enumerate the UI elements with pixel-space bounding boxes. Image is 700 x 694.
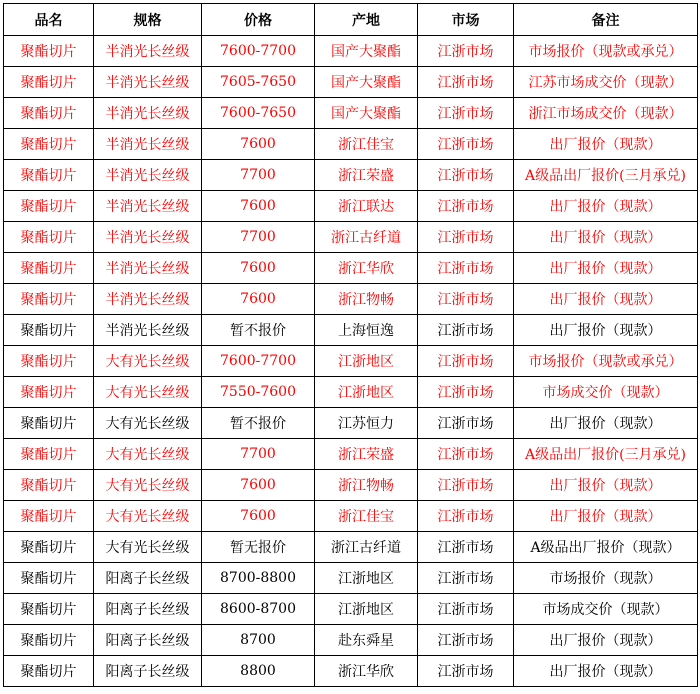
cell-product: 聚酯切片 <box>4 129 94 160</box>
cell-market: 江浙市场 <box>418 656 514 687</box>
cell-spec: 阳离子长丝级 <box>94 625 202 656</box>
cell-origin: 国产大聚酯 <box>315 67 418 98</box>
cell-spec: 大有光长丝级 <box>94 408 202 439</box>
table-row <box>4 501 698 532</box>
cell-price: 7600-7700 <box>202 36 315 67</box>
cell-price: 7600-7650 <box>202 98 315 129</box>
cell-spec: 大有光长丝级 <box>94 346 202 377</box>
cell-product: 聚酯切片 <box>4 563 94 594</box>
cell-origin: 江浙地区 <box>315 563 418 594</box>
cell-product: 聚酯切片 <box>4 67 94 98</box>
table-row <box>4 315 698 346</box>
cell-product: 聚酯切片 <box>4 284 94 315</box>
table-header-row <box>4 4 698 36</box>
header-remark: 备注 <box>514 4 698 36</box>
table-row <box>4 594 698 625</box>
header-product: 品名 <box>4 4 94 36</box>
cell-product: 聚酯切片 <box>4 346 94 377</box>
cell-remark: 浙江市场成交价（现款） <box>514 98 698 129</box>
cell-product: 聚酯切片 <box>4 501 94 532</box>
cell-spec: 阳离子长丝级 <box>94 563 202 594</box>
table-row <box>4 470 698 501</box>
table-row <box>4 532 698 563</box>
header-origin: 产地 <box>315 4 418 36</box>
cell-product: 聚酯切片 <box>4 377 94 408</box>
cell-spec: 半消光长丝级 <box>94 284 202 315</box>
cell-spec: 大有光长丝级 <box>94 439 202 470</box>
table-row <box>4 377 698 408</box>
table-row <box>4 439 698 470</box>
table-row <box>4 98 698 129</box>
header-market: 市场 <box>418 4 514 36</box>
table-row <box>4 625 698 656</box>
cell-origin: 浙江物畅 <box>315 284 418 315</box>
cell-remark: 市场报价（现款或承兑） <box>514 36 698 67</box>
cell-product: 聚酯切片 <box>4 36 94 67</box>
cell-spec: 半消光长丝级 <box>94 191 202 222</box>
cell-remark: A级品出厂报价（现款） <box>514 532 698 563</box>
cell-price: 7600 <box>202 501 315 532</box>
cell-product: 聚酯切片 <box>4 98 94 129</box>
cell-origin: 江浙地区 <box>315 346 418 377</box>
cell-product: 聚酯切片 <box>4 439 94 470</box>
cell-spec: 半消光长丝级 <box>94 315 202 346</box>
table-row <box>4 160 698 191</box>
cell-market: 江浙市场 <box>418 501 514 532</box>
table-row <box>4 563 698 594</box>
cell-price: 暂不报价 <box>202 408 315 439</box>
cell-remark: 出厂报价（现款） <box>514 501 698 532</box>
cell-remark: 出厂报价（现款） <box>514 222 698 253</box>
cell-market: 江浙市场 <box>418 470 514 501</box>
cell-market: 江浙市场 <box>418 594 514 625</box>
cell-price: 暂无报价 <box>202 532 315 563</box>
cell-market: 江浙市场 <box>418 439 514 470</box>
cell-origin: 国产大聚酯 <box>315 98 418 129</box>
header-spec: 规格 <box>94 4 202 36</box>
cell-remark: A级品出厂报价(三月承兑) <box>514 439 698 470</box>
cell-remark: 出厂报价（现款） <box>514 470 698 501</box>
cell-spec: 半消光长丝级 <box>94 222 202 253</box>
cell-origin: 浙江古纤道 <box>315 532 418 563</box>
cell-product: 聚酯切片 <box>4 656 94 687</box>
cell-price: 8700 <box>202 625 315 656</box>
cell-market: 江浙市场 <box>418 346 514 377</box>
table-row <box>4 656 698 687</box>
table-row <box>4 253 698 284</box>
cell-market: 江浙市场 <box>418 222 514 253</box>
cell-price: 7600 <box>202 191 315 222</box>
table-row <box>4 191 698 222</box>
cell-spec: 阳离子长丝级 <box>94 594 202 625</box>
cell-price: 7700 <box>202 222 315 253</box>
cell-origin: 浙江物畅 <box>315 470 418 501</box>
cell-spec: 半消光长丝级 <box>94 36 202 67</box>
cell-price: 8700-8800 <box>202 563 315 594</box>
cell-market: 江浙市场 <box>418 129 514 160</box>
cell-spec: 半消光长丝级 <box>94 160 202 191</box>
cell-market: 江浙市场 <box>418 408 514 439</box>
table-row <box>4 284 698 315</box>
cell-spec: 大有光长丝级 <box>94 470 202 501</box>
cell-origin: 浙江佳宝 <box>315 129 418 160</box>
cell-product: 聚酯切片 <box>4 470 94 501</box>
cell-origin: 浙江古纤道 <box>315 222 418 253</box>
cell-market: 江浙市场 <box>418 532 514 563</box>
cell-remark: A级品出厂报价(三月承兑) <box>514 160 698 191</box>
cell-price: 7600-7700 <box>202 346 315 377</box>
cell-price: 7700 <box>202 439 315 470</box>
cell-remark: 江苏市场成交价（现款） <box>514 67 698 98</box>
cell-spec: 半消光长丝级 <box>94 129 202 160</box>
cell-market: 江浙市场 <box>418 191 514 222</box>
cell-market: 江浙市场 <box>418 98 514 129</box>
cell-origin: 浙江联达 <box>315 191 418 222</box>
cell-product: 聚酯切片 <box>4 253 94 284</box>
cell-remark: 市场成交价（现款） <box>514 594 698 625</box>
cell-price: 7605-7650 <box>202 67 315 98</box>
cell-product: 聚酯切片 <box>4 625 94 656</box>
table-row <box>4 67 698 98</box>
table-row <box>4 129 698 160</box>
cell-remark: 市场报价（现款） <box>514 563 698 594</box>
cell-remark: 市场报价（现款或承兑） <box>514 346 698 377</box>
cell-product: 聚酯切片 <box>4 315 94 346</box>
polyester-chip-price-table <box>3 3 698 687</box>
cell-remark: 出厂报价（现款） <box>514 129 698 160</box>
cell-origin: 江浙地区 <box>315 377 418 408</box>
table-row <box>4 222 698 253</box>
cell-spec: 大有光长丝级 <box>94 377 202 408</box>
cell-remark: 出厂报价（现款） <box>514 191 698 222</box>
cell-price: 7600 <box>202 470 315 501</box>
cell-product: 聚酯切片 <box>4 191 94 222</box>
cell-price: 7600 <box>202 129 315 160</box>
cell-market: 江浙市场 <box>418 625 514 656</box>
cell-origin: 上海恒逸 <box>315 315 418 346</box>
cell-remark: 出厂报价（现款） <box>514 625 698 656</box>
cell-price: 8600-8700 <box>202 594 315 625</box>
cell-spec: 半消光长丝级 <box>94 98 202 129</box>
table-row <box>4 408 698 439</box>
cell-price: 7600 <box>202 284 315 315</box>
cell-remark: 出厂报价（现款） <box>514 656 698 687</box>
table-body <box>4 36 698 687</box>
cell-origin: 国产大聚酯 <box>315 36 418 67</box>
cell-product: 聚酯切片 <box>4 408 94 439</box>
cell-remark: 出厂报价（现款） <box>514 315 698 346</box>
cell-spec: 半消光长丝级 <box>94 253 202 284</box>
cell-market: 江浙市场 <box>418 160 514 191</box>
cell-market: 江浙市场 <box>418 377 514 408</box>
table-row <box>4 346 698 377</box>
cell-origin: 赴东舜星 <box>315 625 418 656</box>
cell-price: 暂不报价 <box>202 315 315 346</box>
cell-market: 江浙市场 <box>418 253 514 284</box>
cell-market: 江浙市场 <box>418 36 514 67</box>
cell-remark: 市场成交价（现款） <box>514 377 698 408</box>
cell-origin: 浙江荣盛 <box>315 160 418 191</box>
cell-price: 7600 <box>202 253 315 284</box>
cell-remark: 出厂报价（现款） <box>514 253 698 284</box>
cell-origin: 浙江华欣 <box>315 656 418 687</box>
cell-origin: 江苏恒力 <box>315 408 418 439</box>
cell-product: 聚酯切片 <box>4 160 94 191</box>
cell-origin: 浙江佳宝 <box>315 501 418 532</box>
cell-origin: 浙江荣盛 <box>315 439 418 470</box>
cell-origin: 浙江华欣 <box>315 253 418 284</box>
cell-spec: 半消光长丝级 <box>94 67 202 98</box>
cell-market: 江浙市场 <box>418 563 514 594</box>
cell-product: 聚酯切片 <box>4 532 94 563</box>
cell-remark: 出厂报价（现款） <box>514 408 698 439</box>
cell-spec: 大有光长丝级 <box>94 501 202 532</box>
table-row <box>4 36 698 67</box>
cell-origin: 江浙地区 <box>315 594 418 625</box>
cell-price: 7550-7600 <box>202 377 315 408</box>
cell-market: 江浙市场 <box>418 284 514 315</box>
cell-remark: 出厂报价（现款） <box>514 284 698 315</box>
cell-product: 聚酯切片 <box>4 222 94 253</box>
cell-spec: 大有光长丝级 <box>94 532 202 563</box>
cell-price: 7700 <box>202 160 315 191</box>
cell-market: 江浙市场 <box>418 315 514 346</box>
cell-market: 江浙市场 <box>418 67 514 98</box>
header-price: 价格 <box>202 4 315 36</box>
cell-spec: 阳离子长丝级 <box>94 656 202 687</box>
cell-product: 聚酯切片 <box>4 594 94 625</box>
cell-price: 8800 <box>202 656 315 687</box>
